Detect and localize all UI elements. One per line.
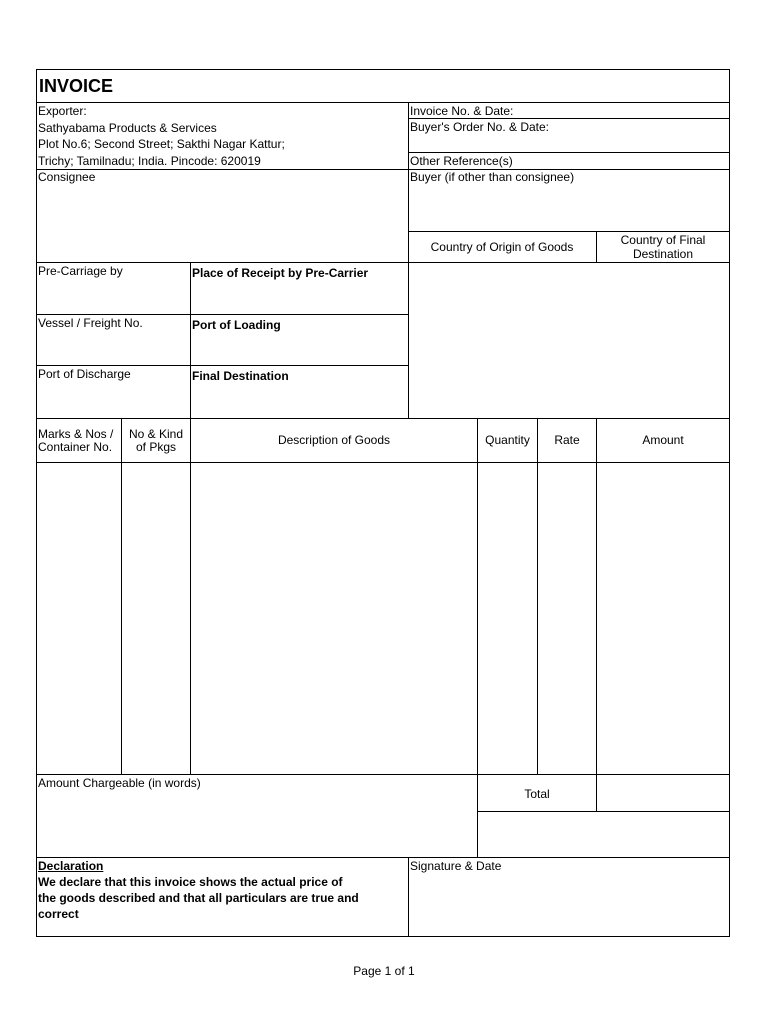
exporter-address-line2: Trichy; Tamilnadu; India. Pincode: 620019 [38,154,261,168]
col-rate: Rate [554,433,580,447]
col-kind-line1: No & Kind [128,427,184,441]
col-marks-line1: Marks & Nos / [38,427,114,441]
port-of-loading-label: Port of Loading [192,318,281,332]
other-reference-label: Other Reference(s) [410,154,513,168]
invoice-title: INVOICE [39,76,114,96]
vessel-label: Vessel / Freight No. [38,316,143,330]
exporter-label: Exporter: [38,104,87,118]
col-kind-line2: of Pkgs [135,440,177,454]
consignee-label: Consignee [38,170,96,184]
buyer-other-label: Buyer (if other than consignee) [410,170,575,184]
amount-in-words-label: Amount Chargeable (in words) [38,776,201,790]
declaration-heading: Declaration [38,859,104,873]
declaration-line3: correct [38,907,79,921]
country-final-label-line2: Destination [632,247,694,261]
col-description: Description of Goods [277,433,391,447]
declaration-line1: We declare that this invoice shows the actual price of [38,875,343,889]
buyers-order-label: Buyer's Order No. & Date: [410,120,550,134]
col-marks-line2: Container No. [38,440,113,454]
col-quantity: Quantity [485,433,530,447]
invoice-no-date-label: Invoice No. & Date: [410,104,514,118]
exporter-address-line1: Plot No.6; Second Street; Sakthi Nagar Kattur; [38,137,285,151]
exporter-name: Sathyabama Products & Services [38,121,217,135]
place-of-receipt-label: Place of Receipt by Pre-Carrier [192,266,369,280]
total-label: Total [524,787,550,801]
country-final-label-line1: Country of Final [620,233,706,247]
declaration-line2: the goods described and that all particulars are true and [38,891,359,905]
page-number: Page 1 of 1 [353,964,415,978]
port-of-discharge-label: Port of Discharge [38,367,131,381]
final-destination-label: Final Destination [192,369,289,383]
country-origin-label: Country of Origin of Goods [430,240,574,254]
pre-carriage-label: Pre-Carriage by [38,264,123,278]
signature-date-label: Signature & Date [410,859,502,873]
col-amount: Amount [642,433,684,447]
